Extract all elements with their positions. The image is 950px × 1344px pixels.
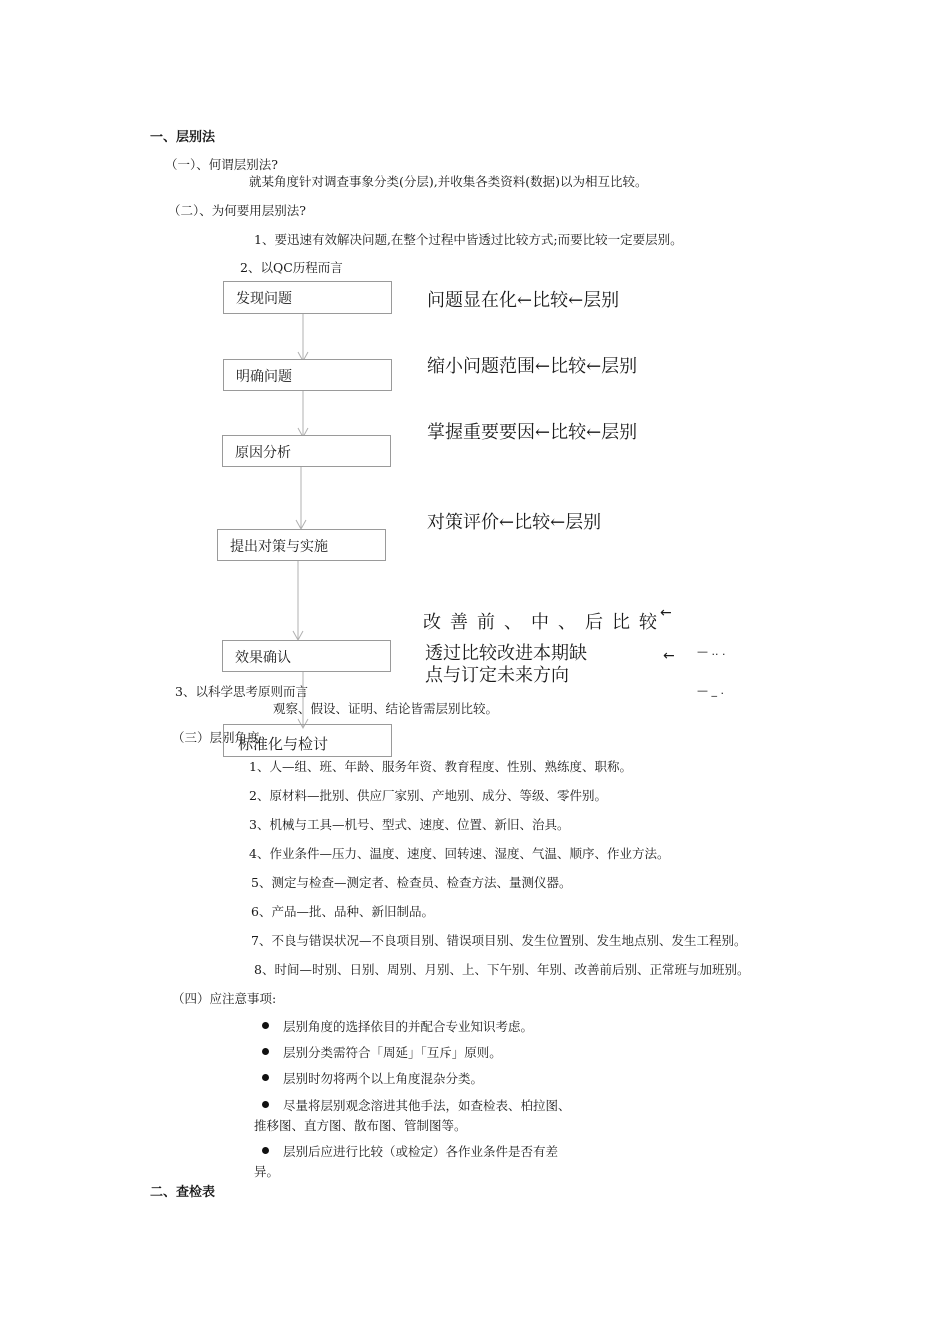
q2-item-3-text: 观察、假设、证明、结论皆需层别比较。 bbox=[273, 701, 499, 716]
q2-heading: （二）、为何要用层别法? bbox=[168, 203, 306, 218]
q4-bullet-text: 层别角度的选择依目的并配合专业知识考虑。 bbox=[283, 1019, 534, 1034]
flow-note-7: 点与订定未来方向 bbox=[425, 665, 569, 686]
q3-item-5: 5、测定与检查—测定者、检查员、检查方法、量测仪器。 bbox=[251, 875, 572, 890]
flow-note-2: 缩小问题范围←比较←层别 bbox=[427, 356, 638, 377]
stray-mark: — _ . bbox=[697, 684, 724, 697]
flow-note-5: 改善前、中、后比较 bbox=[423, 612, 666, 633]
flow-step-label: 发现问题 bbox=[236, 291, 292, 307]
q3-item-7: 7、不良与错误状况—不良项目别、错误项目别、发生位置别、发生地点别、发生工程别。 bbox=[251, 933, 747, 948]
bullet-icon bbox=[262, 1101, 269, 1108]
q3-item-4: 4、作业条件—压力、温度、速度、回转速、湿度、气温、顺序、作业方法。 bbox=[249, 846, 670, 861]
flow-step-label: 明确问题 bbox=[236, 369, 292, 385]
left-arrow-icon: ← bbox=[660, 605, 672, 621]
flow-step-standardize bbox=[223, 724, 392, 757]
q4-bullet-text: 层别后应进行比较（或检定）各作业条件是否有差 bbox=[283, 1144, 559, 1159]
q3-item-6: 6、产品—批、品种、新旧制品。 bbox=[251, 904, 434, 919]
flow-step-label: 标准化与检讨 bbox=[238, 735, 329, 753]
q4-bullet-1 bbox=[262, 1017, 533, 1035]
bullet-icon bbox=[262, 1048, 269, 1055]
flow-note-1: 问题显在化←比较←层别 bbox=[427, 290, 620, 311]
q4-bullet-4 bbox=[262, 1096, 571, 1114]
q4-bullet-text: 层别分类需符合「周延」「互斥」原则。 bbox=[283, 1045, 502, 1060]
flow-step-clarify bbox=[223, 359, 392, 391]
q3-heading: （三）层别角度 bbox=[172, 730, 260, 745]
q4-bullet-5-cont: 异。 bbox=[254, 1164, 280, 1179]
q4-bullet-text: 层别时勿将两个以上角度混杂分类。 bbox=[283, 1071, 484, 1086]
q4-bullet-5 bbox=[262, 1142, 558, 1160]
flow-step-countermeasure bbox=[217, 529, 386, 561]
q1-text: 就某角度针对调查事象分类(分层),并收集各类资料(数据)以为相互比较。 bbox=[249, 174, 648, 189]
flow-step-confirm-effect bbox=[222, 640, 391, 672]
section-2-title: 二、查检表 bbox=[150, 1185, 216, 1200]
flow-note-3: 掌握重要要因←比较←层别 bbox=[427, 422, 638, 443]
left-arrow-icon: ← bbox=[663, 648, 675, 664]
flow-step-label: 提出对策与实施 bbox=[230, 539, 328, 555]
q3-item-1: 1、人—组、班、年龄、服务年资、教育程度、性别、熟练度、职称。 bbox=[249, 759, 632, 774]
q4-bullet-4-cont: 推移图、直方图、散布图、管制图等。 bbox=[254, 1118, 467, 1133]
q3-item-8: 8、时间—时别、日别、周别、月别、上、下午别、年别、改善前后别、正常班与加班别。 bbox=[254, 962, 750, 977]
flow-note-6: 透过比较改进本期缺 bbox=[425, 643, 587, 664]
q2-item-3: 3、以科学思考原则而言 bbox=[175, 684, 308, 699]
q2-item-2: 2、以QC历程而言 bbox=[240, 260, 343, 275]
flow-step-cause-analysis bbox=[222, 435, 391, 467]
q1-heading: （一）、何谓层别法? bbox=[165, 157, 278, 172]
bullet-icon bbox=[262, 1147, 269, 1154]
q4-bullet-3 bbox=[262, 1069, 483, 1087]
bullet-icon bbox=[262, 1022, 269, 1029]
section-1-title: 一、层别法 bbox=[150, 130, 216, 145]
q4-heading: （四）应注意事项: bbox=[172, 991, 277, 1006]
stray-mark: — .. . bbox=[697, 645, 726, 658]
q3-item-3: 3、机械与工具—机号、型式、速度、位置、新旧、治具。 bbox=[249, 817, 570, 832]
q2-item-1: 1、要迅速有效解决问题,在整个过程中皆透过比较方式;而要比较一定要层别。 bbox=[254, 232, 683, 247]
flow-step-discover bbox=[223, 281, 392, 314]
q4-bullet-text: 尽量将层别观念溶进其他手法，如查检表、柏拉图、 bbox=[283, 1098, 571, 1113]
q4-bullet-2 bbox=[262, 1043, 502, 1061]
flow-step-label: 原因分析 bbox=[235, 445, 291, 461]
q3-item-2: 2、原材料—批别、供应厂家别、产地别、成分、等级、零件别。 bbox=[249, 788, 607, 803]
bullet-icon bbox=[262, 1074, 269, 1081]
flow-step-label: 效果确认 bbox=[235, 650, 291, 666]
flow-note-4: 对策评价←比较←层别 bbox=[427, 512, 602, 533]
